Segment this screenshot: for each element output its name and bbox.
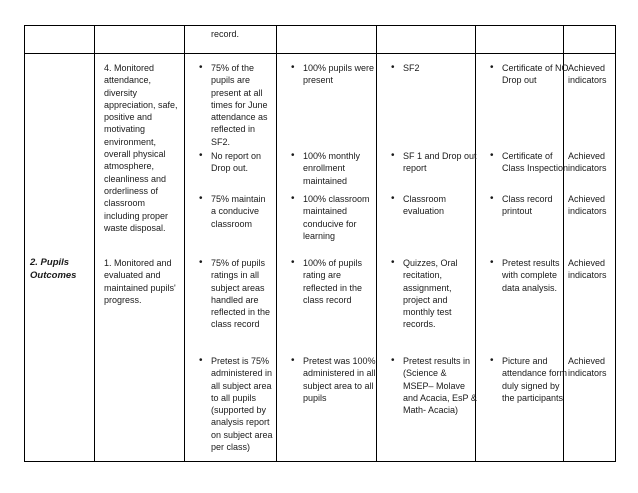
mov-text: • Quizzes, Oral recitation, assignment, project and monthly test records. xyxy=(389,257,475,331)
table-bottom-border xyxy=(24,461,615,462)
objective-text: 4. Monitored attendance, diversity appreciation, safe, positive and motivating environment, overall physical atmosphere, cleanliness and orderliness of classroom including proper waste disposal. xyxy=(104,63,178,233)
section-title: 2. Pupils Outcomes xyxy=(30,257,77,281)
mov-text: • Pretest results in (Science & MSEP– Molave and Acacia, EsP & Math- Acacia) xyxy=(389,355,479,416)
evidence-text: • Pretest results with complete data analysis. xyxy=(488,257,572,294)
target-text: • Pretest is 75% administered in all subject area to all pupils (supported by analysis report on subject area per class) xyxy=(197,355,273,453)
remarks-text: Achieved indicators xyxy=(568,63,607,86)
evidence-text: • Class record printout xyxy=(488,193,572,218)
mov-text: • Classroom evaluation xyxy=(389,193,479,218)
row-divider xyxy=(24,53,615,54)
target-text: • 75% of pupils ratings in all subject areas handled are reflected in the class record xyxy=(197,257,271,331)
remarks-text: Achieved indicators xyxy=(568,258,607,281)
remarks-text: Achieved indicators xyxy=(568,151,607,174)
remarks-text: Achieved indicators xyxy=(568,194,607,217)
continued-text: record. xyxy=(211,29,240,39)
mov-text: • SF2 xyxy=(389,62,483,74)
accomplishment-text: • 100% classroom maintained conducive for learning xyxy=(289,193,377,242)
accomplishment-text: • 100% of pupils rating are reflected in the class record xyxy=(289,257,375,306)
col-divider xyxy=(94,25,95,462)
table-top-border xyxy=(24,25,615,26)
col-divider xyxy=(276,25,277,462)
col-divider xyxy=(184,25,185,462)
col-divider xyxy=(24,25,25,462)
target-text: • No report on Drop out. xyxy=(197,150,269,175)
accomplishment-text: • 100% pupils were present xyxy=(289,62,383,87)
accomplishment-text: • 100% monthly enrollment maintained xyxy=(289,150,377,187)
evidence-text: • Certificate of NO Drop out xyxy=(488,62,572,87)
evidence-text: • Picture and attendance form duly signed by the participants xyxy=(488,355,572,404)
evidence-text: • Certificate of Class Inspection xyxy=(488,150,576,175)
remarks-text: Achieved indicators xyxy=(568,356,607,379)
mov-text: • SF 1 and Drop out report xyxy=(389,150,479,175)
objective-text: 1. Monitored and evaluated and maintained pupils' progress. xyxy=(104,258,176,305)
col-divider xyxy=(615,25,616,462)
target-text: • 75% maintain a conducive classroom xyxy=(197,193,271,230)
accomplishment-text: • Pretest was 100% administered in all subject area to all pupils xyxy=(289,355,383,404)
target-text: • 75% of the pupils are present at all times for June attendance as reflected in SF2. xyxy=(197,62,269,148)
